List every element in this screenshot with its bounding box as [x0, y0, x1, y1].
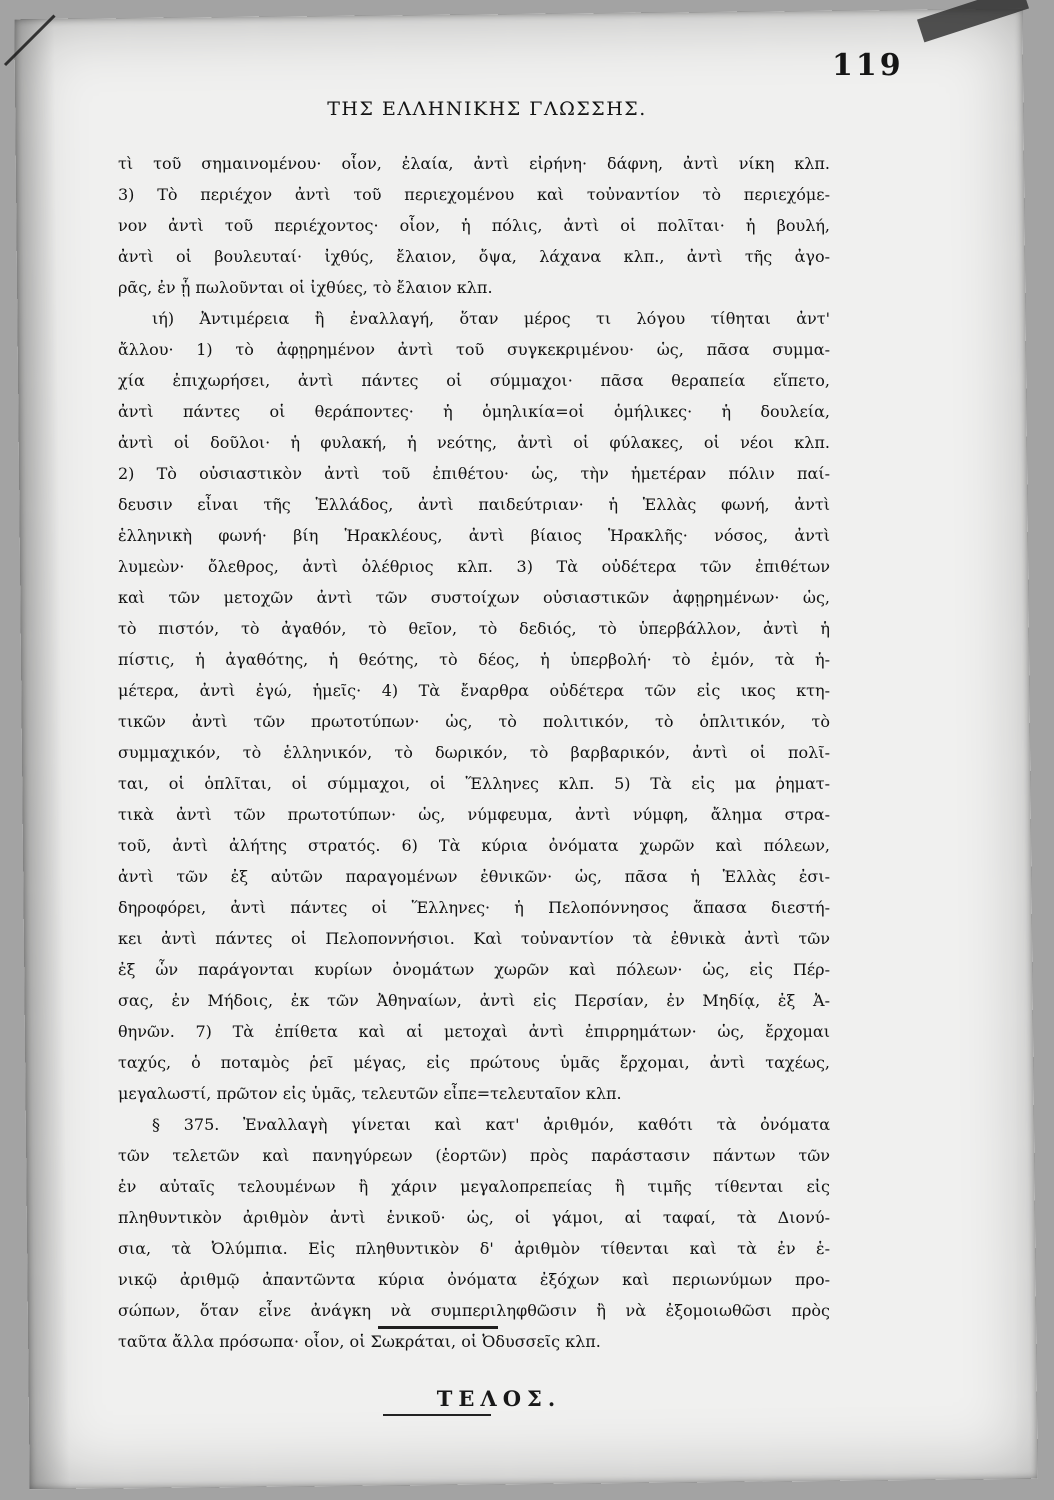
- text-line: ται, οἱ ὁπλῖται, οἱ σύμμαχοι, οἱ Ἕλληνες κλπ. 5) Τὰ εἰς μα ῥηματ-: [118, 774, 830, 793]
- text-line: τὶ τοῦ σημαινομένου· οἷον, ἐλαία, ἀντὶ εἰρήνη· δάφνη, ἀντὶ νίκη κλπ.: [118, 154, 830, 173]
- text-line: ἀντὶ τῶν ἐξ αὐτῶν παραγομένων ἐθνικῶν· ὡς, πᾶσα ἡ Ἑλλὰς ἐσι-: [118, 867, 830, 886]
- text-line: πίστις, ἡ ἀγαθότης, ἡ θεότης, τὸ δέος, ἡ ὑπερβολή· τὸ ἐμόν, τὰ ἡ-: [118, 650, 830, 669]
- section-line: ταῦτα ἄλλα πρόσωπα· οἷον, οἱ Σωκράται, οἱ Ὀδυσσεῖς κλπ.: [118, 1332, 601, 1351]
- text-line: ἀντὶ οἱ δοῦλοι· ἡ φυλακή, ἡ νεότης, ἀντὶ οἱ φύλακες, οἱ νέοι κλπ.: [118, 433, 830, 452]
- end-mark: ΤΕΛΟΣ.: [436, 1386, 562, 1411]
- text-line: σας, ἐν Μήδοις, ἐκ τῶν Ἀθηναίων, ἀντὶ εἰς Περσίαν, ἐν Μηδίᾳ, ἐξ Ἀ-: [118, 991, 830, 1010]
- text-line: θηνῶν. 7) Τὰ ἐπίθετα καὶ αἱ μετοχαὶ ἀντὶ ἐπιρρημάτων· ὡς, ἔρχομαι: [118, 1022, 830, 1041]
- text-line: ταχύς, ὁ ποταμὸς ῥεῖ μέγας, εἰς πρώτους ὑμᾶς ἔρχομαι, ἀντὶ ταχέως,: [118, 1053, 830, 1072]
- section-line: σια, τὰ Ὀλύμπια. Εἰς πληθυντικὸν δ' ἀριθμὸν τίθενται καὶ τὰ ἐν ἑ-: [118, 1239, 830, 1258]
- text-line: 3) Τὸ περιέχον ἀντὶ τοῦ περιεχομένου καὶ τοὐναντίον τὸ περιεχόμε-: [118, 185, 830, 204]
- text-line: ἀντὶ οἱ βουλευταί· ἰχθύς, ἔλαιον, ὄψα, λάχανα κλπ., ἀντὶ τῆς ἀγο-: [118, 247, 830, 266]
- text-line: νον ἀντὶ τοῦ περιέχοντος· οἷον, ἡ πόλις, ἀντὶ οἱ πολῖται· ἡ βουλή,: [118, 216, 830, 235]
- binding-shadow: [14, 19, 69, 1489]
- text-line: δηροφόρει, ἀντὶ πάντες οἱ Ἕλληνες· ἡ Πελοπόννησος ἅπασα διεστή-: [118, 898, 830, 917]
- text-line: συμμαχικόν, τὸ ἑλληνικόν, τὸ δωρικόν, τὸ βαρβαρικόν, ἀντὶ οἱ πολῖ-: [118, 743, 830, 762]
- section-line: § 375. Ἐναλλαγὴ γίνεται καὶ κατ' ἀριθμόν, καθότι τὰ ὀνόματα: [152, 1115, 830, 1134]
- text-line: μέτερα, ἀντὶ ἐγώ, ἡμεῖς· 4) Τὰ ἔναρθρα οὐδέτερα τῶν εἰς ικος κτη-: [118, 681, 830, 700]
- text-line: λυμεὼν· ὄλεθρος, ἀντὶ ὀλέθριος κλπ. 3) Τὰ οὐδέτερα τῶν ἐπιθέτων: [118, 557, 830, 576]
- text-line: μεγαλωστί, πρῶτον εἰς ὑμᾶς, τελευτῶν εἶπε=τελευταῖον κλπ.: [118, 1084, 622, 1103]
- text-line: χία ἐπιχωρήσει, ἀντὶ πάντες οἱ σύμμαχοι· πᾶσα θεραπεία εἵπετο,: [118, 371, 830, 390]
- text-line: ἐξ ὧν παράγονται κυρίων ὀνομάτων χωρῶν καὶ πόλεων· ὡς, εἰς Πέρ-: [118, 960, 830, 979]
- running-head: ΤΗΣ ΕΛΛΗΝΙΚΗΣ ΓΛΩΣΣΗΣ.: [327, 98, 647, 120]
- text-line: τικῶν ἀντὶ τῶν πρωτοτύπων· ὡς, τὸ πολιτικόν, τὸ ὁπλιτικόν, τὸ: [118, 712, 830, 731]
- body-text: [118, 148, 830, 1357]
- section-line: σώπων, ὅταν εἶνε ἀνάγκη νὰ συμπεριληφθῶσιν ἢ νὰ ἐξομοιωθῶσι πρὸς: [118, 1301, 830, 1320]
- text-line: ρᾶς, ἐν ᾗ πωλοῦνται οἱ ἰχθύες, τὸ ἔλαιον κλπ.: [118, 278, 493, 297]
- text-line: ιή) Ἀντιμέρεια ἢ ἐναλλαγή, ὅταν μέρος τι λόγου τίθηται ἀντ': [152, 309, 830, 328]
- text-line: ἑλληνικὴ φωνή· βίη Ἡρακλέους, ἀντὶ βίαιος Ἡρακλῆς· νόσος, ἀντὶ: [118, 526, 830, 545]
- section-line: νικῷ ἀριθμῷ ἀπαντῶντα κύρια ὀνόματα ἐξόχων καὶ περιωνύμων προ-: [118, 1270, 830, 1289]
- end-mark-underline: [383, 1414, 491, 1416]
- text-line: τοῦ, ἀντὶ ἀλήτης στρατός. 6) Τὰ κύρια ὀνόματα χωρῶν καὶ πόλεων,: [118, 836, 830, 855]
- text-line: καὶ τῶν μετοχῶν ἀντὶ τῶν συστοίχων οὐσιαστικῶν ἀφῃρημένων· ὡς,: [118, 588, 830, 607]
- section-line: ἐν αὐταῖς τελουμένων ἢ χάριν μεγαλοπρεπείας ἢ τιμῆς τίθενται εἰς: [118, 1177, 830, 1196]
- text-line: κει ἀντὶ πάντες οἱ Πελοποννήσιοι. Καὶ τοὐναντίον τὰ ἐθνικὰ ἀντὶ τῶν: [118, 929, 830, 948]
- section-line: τῶν τελετῶν καὶ πανηγύρεων (ἑορτῶν) πρὸς παράστασιν πάντων τῶν: [118, 1146, 830, 1165]
- section-line: πληθυντικὸν ἀριθμὸν ἀντὶ ἑνικοῦ· ὡς, οἱ γάμοι, αἱ ταφαί, τὰ Διονύ-: [118, 1208, 830, 1227]
- text-line: δευσιν εἶναι τῆς Ἑλλάδος, ἀντὶ παιδεύτριαν· ἡ Ἑλλὰς φωνή, ἀντὶ: [118, 495, 830, 514]
- text-line: ἄλλου· 1) τὸ ἀφῃρημένον ἀντὶ τοῦ συγκεκριμένου· ὡς, πᾶσα συμμα-: [118, 340, 830, 359]
- text-line: 2) Τὸ οὐσιαστικὸν ἀντὶ τοῦ ἐπιθέτου· ὡς, τὴν ἡμετέραν πόλιν παί-: [118, 464, 830, 483]
- text-line: τὸ πιστόν, τὸ ἀγαθόν, τὸ θεῖον, τὸ δεδιός, τὸ ὑπερβάλλον, ἀντὶ ἡ: [118, 619, 830, 638]
- page-number: 119: [832, 48, 904, 83]
- text-line: τικὰ ἀντὶ τῶν πρωτοτύπων· ὡς, νύμφευμα, ἀντὶ νύμφη, ἄλημα στρα-: [118, 805, 830, 824]
- text-line: ἀντὶ πάντες οἱ θεράποντες· ἡ ὁμηλικία=οἱ ὁμήλικες· ἡ δουλεία,: [118, 402, 830, 421]
- closing-rule: [378, 1326, 498, 1329]
